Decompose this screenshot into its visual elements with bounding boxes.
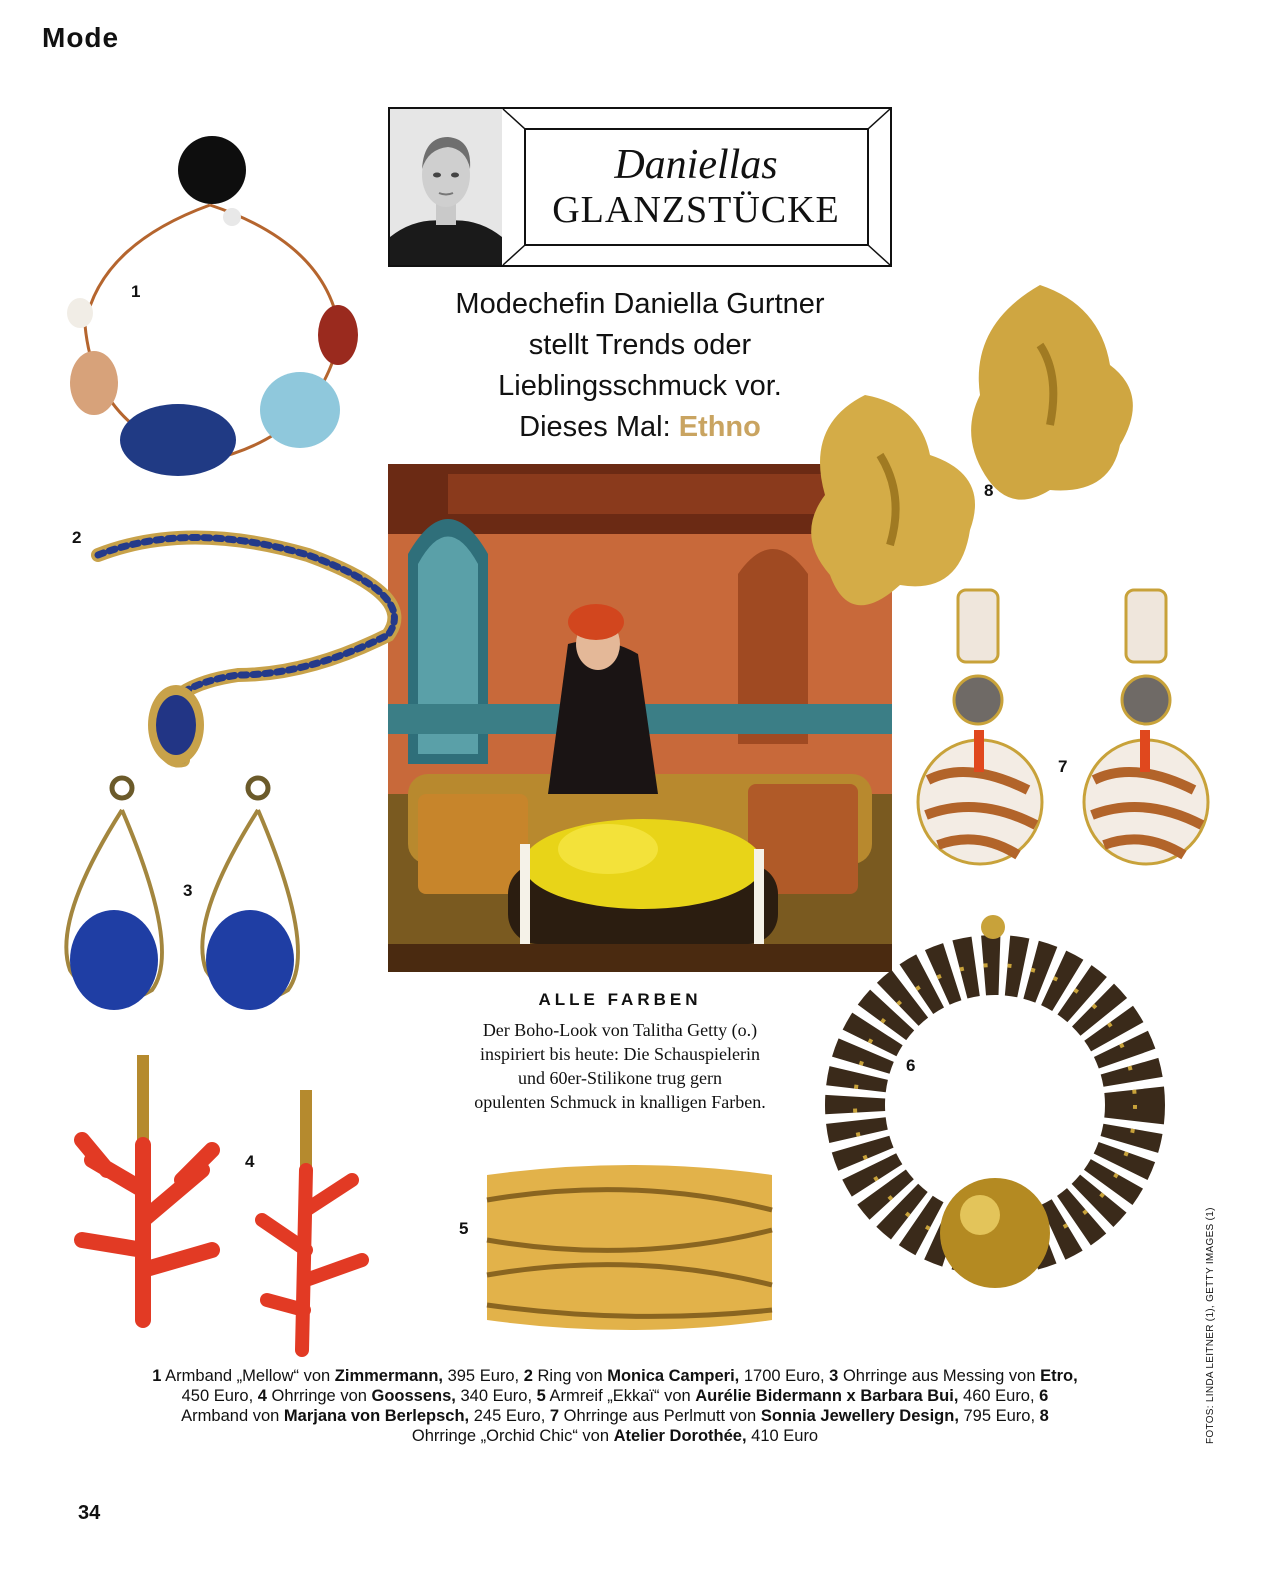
- credit-2-text: Ring von: [532, 1367, 608, 1385]
- credit-1-price: 395 Euro,: [443, 1367, 524, 1385]
- credit-2-brand: Monica Camperi,: [607, 1367, 740, 1385]
- credit-6-price: 245 Euro,: [469, 1407, 550, 1425]
- item-number-5: 5: [459, 1219, 469, 1238]
- earrings-8-illustration: [810, 285, 1140, 630]
- page-number: 34: [78, 1502, 101, 1524]
- bracelet-6-illustration: [815, 915, 1175, 1295]
- item-number-2: 2: [72, 528, 82, 547]
- credit-1-brand: Zimmermann,: [334, 1367, 443, 1385]
- bracelet-1-illustration: [60, 135, 370, 485]
- snake-ring-2-illustration: [88, 525, 413, 775]
- credit-8-brand: Atelier Dorothée,: [613, 1427, 747, 1445]
- intro-text: [400, 284, 880, 448]
- credit-2-price: 1700 Euro,: [739, 1367, 830, 1385]
- caption-line-4: opulenten Schmuck in knalligen Farben.: [474, 1092, 766, 1112]
- earrings-4-illustration: [62, 1050, 372, 1360]
- intro-prefix: Dieses Mal:: [519, 411, 679, 443]
- credit-1-text: Armband „Mellow“ von: [161, 1367, 335, 1385]
- credit-8-price: 410 Euro: [746, 1427, 819, 1445]
- item-number-1: 1: [131, 282, 141, 301]
- credit-7-number: 7: [549, 1407, 560, 1425]
- caption-line-2: inspiriert bis heute: Die Schauspielerin: [480, 1044, 760, 1064]
- credit-3-number: 3: [829, 1367, 839, 1385]
- cuff-5-illustration: [482, 1155, 777, 1340]
- intro-line-1: Modechefin Daniella Gurtner: [455, 288, 825, 320]
- credit-4-price: 340 Euro,: [455, 1387, 537, 1405]
- item-number-8: 8: [984, 481, 994, 500]
- page-title: [520, 142, 872, 232]
- intro-line-4: [400, 407, 880, 448]
- item-number-6: 6: [906, 1056, 916, 1075]
- credit-4-text: Ohrringe von: [266, 1387, 372, 1405]
- credit-2-number: 2: [523, 1367, 533, 1385]
- earrings-7-illustration: [918, 590, 1218, 880]
- product-credits: [150, 1366, 1080, 1446]
- credit-6-number: 6: [1039, 1387, 1049, 1405]
- intro-line-3: Lieblingsschmuck vor.: [498, 370, 782, 402]
- credit-1-number: 1: [152, 1367, 162, 1385]
- credit-8-number: 8: [1039, 1407, 1049, 1425]
- credit-3-text: Ohrringe aus Messing von: [838, 1367, 1041, 1385]
- credit-8-text: Ohrringe „Orchid Chic“ von: [411, 1427, 614, 1445]
- credit-6-text: Armband von: [181, 1407, 284, 1425]
- credit-4-number: 4: [257, 1387, 267, 1405]
- credit-3-price: 450 Euro,: [181, 1387, 258, 1405]
- caption-body: [430, 1018, 810, 1114]
- credit-7-brand: Sonnia Jewellery Design,: [760, 1407, 959, 1425]
- portrait-photo: [390, 109, 502, 265]
- item-number-4: 4: [245, 1152, 255, 1171]
- credit-4-brand: Goossens,: [371, 1387, 456, 1405]
- caption-line-3: und 60er-Stilikone trug gern: [517, 1068, 723, 1088]
- caption-line-1: Der Boho-Look von Talitha Getty (o.): [482, 1020, 758, 1040]
- intro-line-2: stellt Trends oder: [528, 329, 752, 361]
- credit-5-text: Armreif „Ekkaï“ von: [545, 1387, 696, 1405]
- credit-3-brand: Etro,: [1040, 1367, 1078, 1385]
- caption-heading: ALLE FARBEN: [538, 990, 702, 1009]
- title-line-2: GLANZSTÜCKE: [552, 189, 840, 231]
- credit-5-price: 460 Euro,: [958, 1387, 1040, 1405]
- credit-6-brand: Marjana von Berlepsch,: [283, 1407, 470, 1425]
- credit-5-number: 5: [536, 1387, 546, 1405]
- title-line-1: Daniellas: [614, 142, 778, 188]
- credit-7-price: 795 Euro,: [958, 1407, 1040, 1425]
- credit-5-brand: Aurélie Bidermann x Barbara Bui,: [695, 1387, 959, 1405]
- portrait-illustration: [390, 109, 502, 265]
- photo-credit: FOTOS: LINDA LEITNER (1), GETTY IMAGES (1): [1205, 1207, 1216, 1444]
- item-number-7: 7: [1058, 757, 1068, 776]
- item-number-3: 3: [183, 881, 193, 900]
- section-label: Mode: [42, 22, 120, 53]
- credit-7-text: Ohrringe aus Perlmutt von: [559, 1407, 761, 1425]
- intro-accent: Ethno: [678, 411, 761, 443]
